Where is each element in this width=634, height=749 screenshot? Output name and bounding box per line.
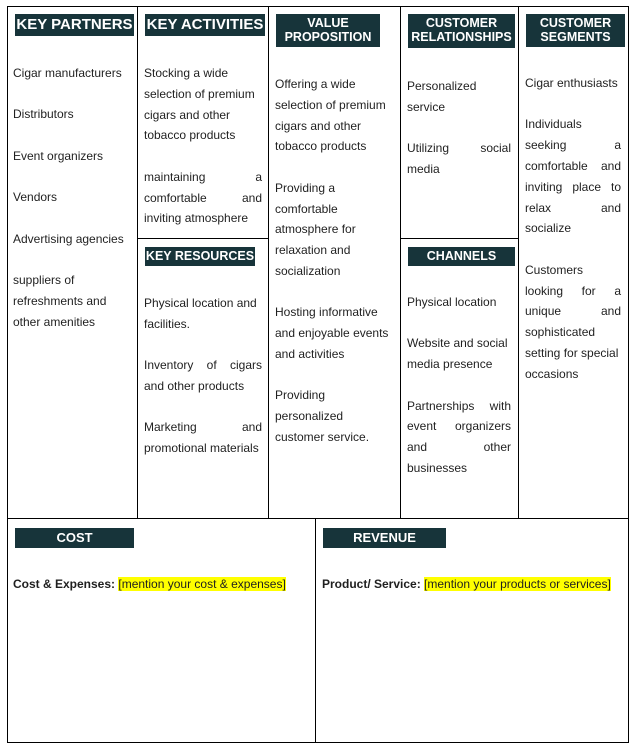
list-item: Distributors: [13, 107, 74, 122]
cost-structure-title: COST STRUCTURE: [34, 530, 115, 560]
customer-relationships-title-line1: CUSTOMER: [425, 16, 498, 30]
cost-placeholder: [mention your cost & expenses]: [118, 577, 286, 591]
cost-structure-content: [13, 574, 311, 595]
revenue-placeholder: [mention your products or services]: [424, 577, 611, 591]
list-item: Physical location and facilities.: [144, 296, 257, 331]
key-resources-title: KEY RESOURCES: [145, 249, 255, 263]
list-item: Website and social media presence: [407, 336, 508, 372]
revenue-label: Product/ Service:: [322, 577, 421, 591]
border-bottom: [7, 742, 629, 743]
divider-activities-resources: [137, 238, 268, 239]
list-item: Hosting informative and enjoyable events and activities: [275, 305, 389, 361]
value-proposition-header: [276, 14, 380, 47]
divider-col3: [400, 6, 401, 518]
list-item: Personalized service: [407, 79, 477, 114]
divider-col4: [518, 6, 519, 518]
border-top: [7, 6, 629, 7]
key-resources-list: [144, 293, 262, 459]
cost-label: Cost & Expenses:: [13, 577, 116, 591]
value-proposition-list: [275, 74, 395, 448]
divider-middle: [7, 518, 629, 519]
customer-segments-list: [525, 73, 621, 385]
list-item: Customers looking for a unique and sophisticated setting for special occasions: [525, 262, 621, 381]
list-item: Providing a comfortable atmosphere for relaxation and socialization: [275, 180, 356, 278]
value-proposition-title-line2: PROPOSITION: [284, 30, 372, 45]
key-activities-title: KEY ACTIVITIES: [146, 16, 264, 33]
list-item: Partnerships with event organizers and other businesses: [407, 398, 511, 475]
revenue-header: [323, 528, 446, 548]
key-partners-list: [13, 63, 135, 332]
key-resources-header: [145, 247, 255, 266]
list-item: Vendors: [13, 190, 58, 205]
list-item: Providing personalized customer service.: [275, 388, 370, 444]
customer-relationships-list: [407, 76, 511, 180]
list-item: Physical location: [407, 295, 497, 309]
customer-relationships-title-line2: RELATIONSHIPS: [411, 30, 512, 45]
channels-list: [407, 292, 511, 479]
customer-relationships-header: [408, 14, 515, 48]
value-proposition-title-line1: VALUE: [307, 16, 349, 30]
list-item: Marketing and promotional materials: [144, 420, 262, 456]
customer-segments-header: [526, 14, 625, 47]
list-item: Stocking a wide selection of premium cigars and other tobacco products: [144, 66, 255, 143]
channels-header: [408, 247, 515, 266]
key-partners-header: [15, 14, 134, 36]
cost-structure-header: [15, 528, 134, 560]
list-item: Offering a wide selection of premium cigars and other tobacco products: [275, 77, 386, 154]
list-item: Utilizing social media: [407, 141, 511, 176]
list-item: Individuals seeking a comfortable and inviting place to relax and socialize: [525, 117, 621, 236]
revenue-content: [322, 574, 626, 595]
divider-col1: [137, 6, 138, 518]
border-left: [7, 6, 8, 743]
list-item: Event organizers: [13, 148, 104, 163]
customer-segments-title-line2: SEGMENTS: [540, 30, 611, 45]
divider-bottom: [315, 518, 316, 742]
list-item: maintaining a comfortable and inviting atmosphere: [144, 169, 262, 226]
customer-segments-title-line1: CUSTOMER: [539, 16, 612, 30]
list-item: suppliers of refreshments and other amenities: [13, 272, 107, 329]
list-item: Advertising agencies: [13, 231, 124, 246]
channels-title: CHANNELS: [426, 249, 497, 263]
list-item: Cigar enthusiasts: [525, 76, 618, 90]
key-activities-list: [144, 63, 262, 229]
key-partners-title: KEY PARTNERS: [16, 16, 133, 33]
border-right: [628, 6, 629, 743]
divider-relationships-channels: [400, 238, 518, 239]
list-item: Inventory of cigars and other products: [144, 358, 262, 393]
list-item: Cigar manufacturers: [13, 66, 122, 80]
divider-col2: [268, 6, 269, 518]
key-activities-header: [145, 14, 265, 36]
revenue-title: REVENUE: [353, 530, 416, 545]
